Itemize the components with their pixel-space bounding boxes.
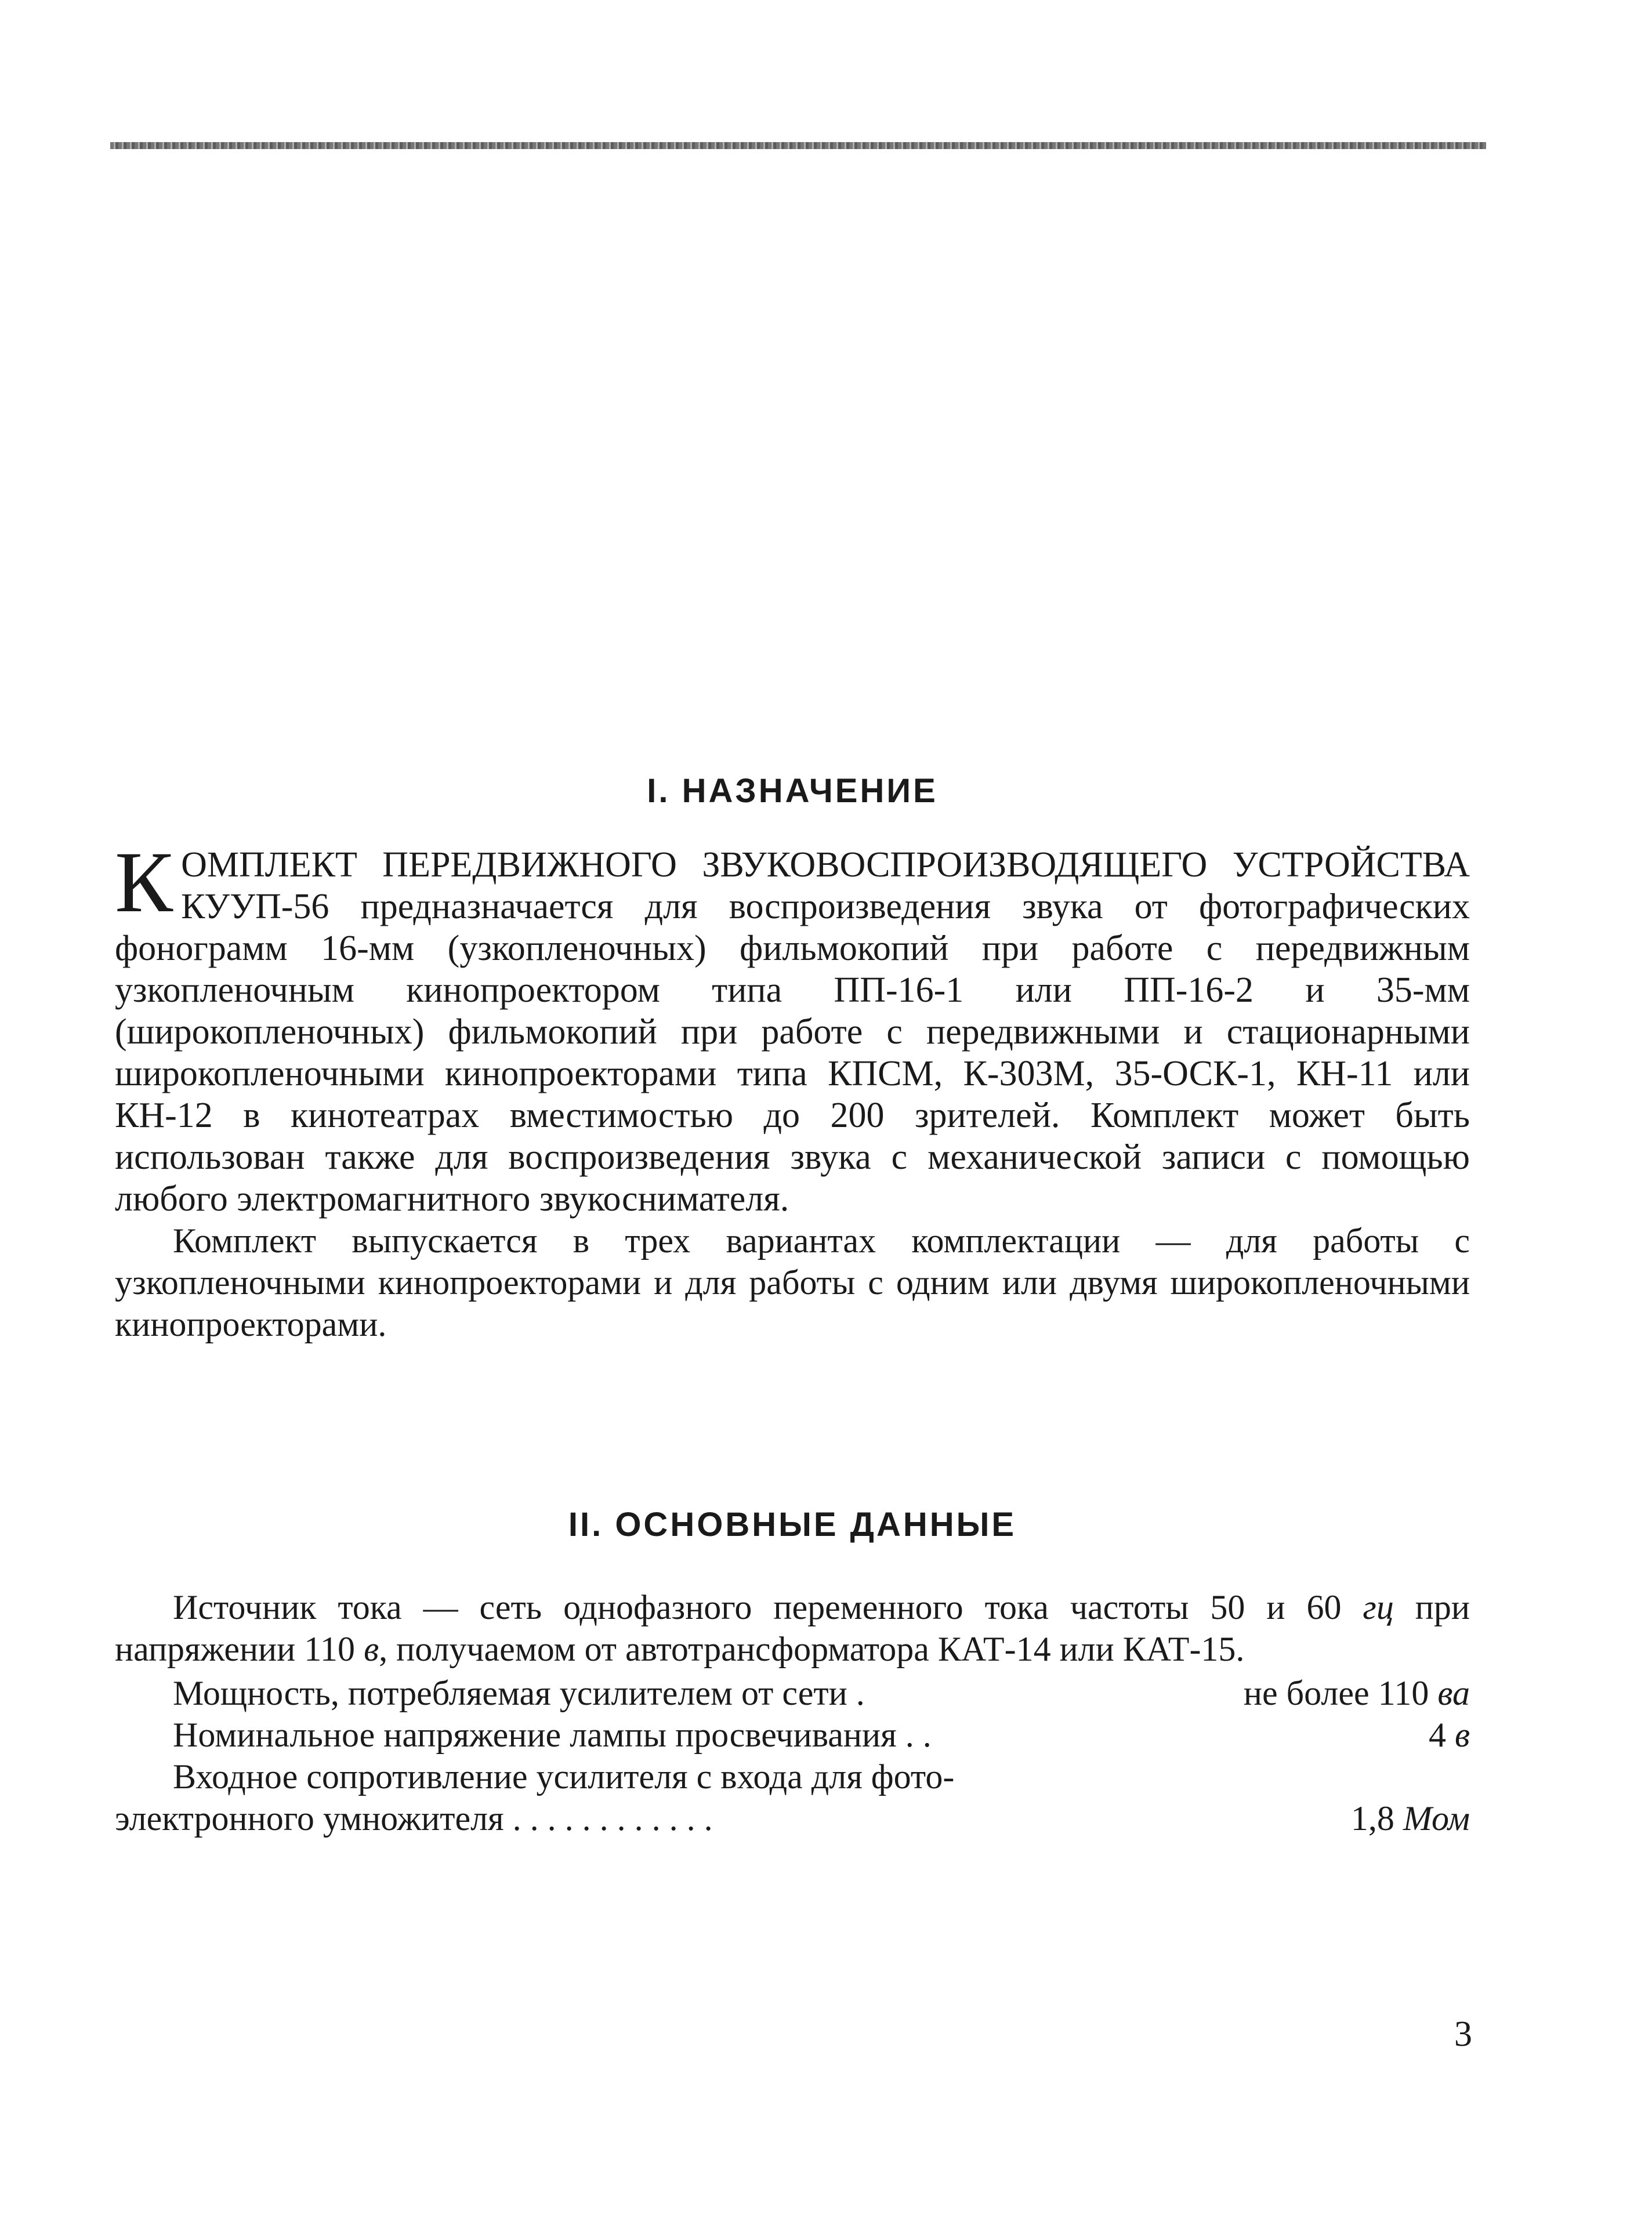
lead-caps-text: ОМПЛЕКТ ПЕРЕДВИЖНОГО ЗВУКОВОСПРОИЗВОДЯЩЕГО УСТРОЙСТВА xyxy=(181,845,1470,885)
spec-label: Номинальное напряжение лампы просвечивания . . xyxy=(173,1716,932,1754)
spec-value xyxy=(1244,1672,1470,1714)
section-2-body xyxy=(115,1586,1470,1839)
spec-row-lamp-voltage xyxy=(115,1714,1470,1756)
paragraph-1-text: КУУП-56 предназначается для воспроизведения звука от фотографических фонограмм 16-мм (узкопленочных) фильмокопий при работе с передвижным узкопленочным кинопроектором типа ПП-16-1 или ПП-16-2 и 35-мм (широкопленочных) фильмокопий при работе с передвижными и стационарными широкопленочными кинопроекторами типа КПСМ, К-303М, 35-ОСК-1, КН-11 или КН-12 в кинотеатрах вместимостью до 200 зрителей. Комплект может быть использован также для воспроизведения звука с механической записи с помощью любого электромагнитного звукоснимателя. xyxy=(115,887,1470,1219)
unit-hz: гц xyxy=(1363,1588,1394,1626)
section-1-heading: I. НАЗНАЧЕНИЕ xyxy=(647,772,938,810)
dropcap-letter: К xyxy=(115,834,173,930)
section-main-data xyxy=(115,1505,1470,1544)
paragraph-1 xyxy=(115,834,1470,1220)
spec-row-input-resistance xyxy=(115,1798,1470,1839)
spec-value xyxy=(1351,1798,1470,1839)
spec-number: не более 110 xyxy=(1243,1674,1429,1712)
power-source-paragraph xyxy=(115,1586,1470,1670)
spec-label: Мощность, потребляемая усилителем от сети . xyxy=(173,1674,865,1712)
power-source-text-a: Источник тока — сеть однофазного переменного тока частоты 50 и 60 xyxy=(173,1588,1363,1626)
power-source-text-b: при напряжении 110 xyxy=(115,1588,1470,1668)
spec-unit: ва xyxy=(1437,1674,1470,1712)
spec-number: 1,8 xyxy=(1350,1799,1394,1838)
section-purpose xyxy=(115,771,1470,810)
spec-number: 4 xyxy=(1428,1716,1446,1754)
spec-value xyxy=(1429,1714,1470,1756)
spec-label-line1: Входное сопротивление усилителя с входа для фото- xyxy=(173,1758,955,1796)
section-1-body xyxy=(115,834,1470,1345)
spec-label: электронного умножителя . . . . . . . . . . . . xyxy=(115,1799,713,1838)
page-number: 3 xyxy=(1454,2014,1472,2054)
paragraph-2: Комплект выпускается в трех вариантах комплектации — для работы с узкопленочными кинопроекторами и для работы с одним или двумя широкопленочными кинопроекторами. xyxy=(115,1222,1470,1343)
power-source-text-c: , получаемом от автотрансформатора КАТ-14 или КАТ-15. xyxy=(379,1630,1245,1668)
top-decorative-rule xyxy=(110,142,1486,149)
spec-row-power xyxy=(115,1672,1470,1714)
spec-unit: в xyxy=(1454,1716,1470,1754)
section-2-heading: II. ОСНОВНЫЕ ДАННЫЕ xyxy=(568,1506,1017,1543)
spec-unit: Мом xyxy=(1403,1799,1470,1838)
unit-volt: в xyxy=(364,1630,379,1668)
